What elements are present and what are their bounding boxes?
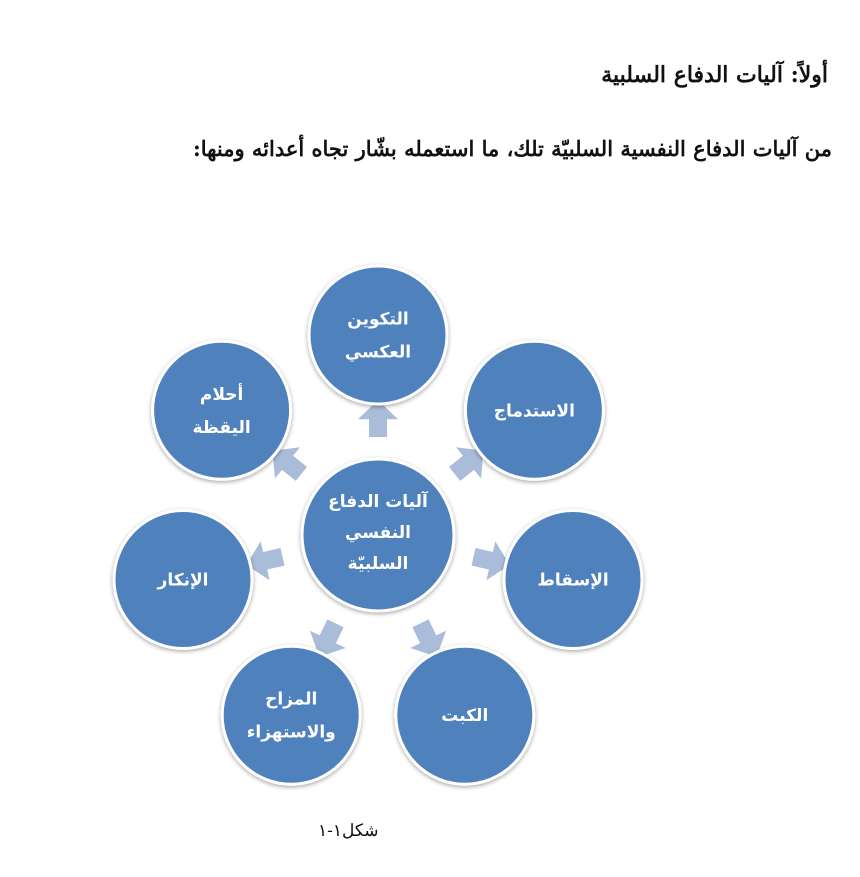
node-label-2 — [494, 401, 575, 421]
figure-caption: شكل١-١ — [318, 821, 379, 841]
node-label-7-line: أحلام — [199, 384, 244, 405]
intro-paragraph: من آليات الدفاع النفسية السلبيّة تلك، ما استعمله بشّار تجاه أعدائه ومنها: — [193, 136, 832, 161]
arrow-1 — [358, 400, 398, 437]
node-circle-5 — [222, 646, 360, 784]
center-circle-label-line: آليات الدفاع — [328, 492, 428, 512]
node-circle-1 — [309, 266, 447, 404]
node-label-3 — [537, 571, 608, 591]
circles-layer — [114, 266, 642, 784]
node-label-7-line: اليقظة — [192, 417, 251, 438]
center-circle-label-line: النفسي — [345, 523, 411, 543]
node-label-3-line: الإسقاط — [537, 570, 609, 591]
node-label-1-line: التكوين — [347, 309, 409, 330]
section-heading: أولاً: آليات الدفاع السلبية — [601, 62, 828, 88]
center-circle-label-line: السلبيّة — [347, 554, 409, 574]
node-circle-7 — [153, 341, 291, 479]
node-label-5-line: والاستهزاء — [246, 722, 336, 743]
node-label-6-line: الإنكار — [157, 570, 209, 591]
node-label-5-line: المزاح — [265, 689, 318, 710]
node-label-4-line: الكبت — [441, 706, 489, 727]
node-label-6 — [157, 571, 209, 591]
node-label-2-line: الاستدماج — [493, 401, 575, 422]
node-label-1-line: العكسي — [344, 342, 412, 363]
node-label-4 — [441, 706, 488, 726]
